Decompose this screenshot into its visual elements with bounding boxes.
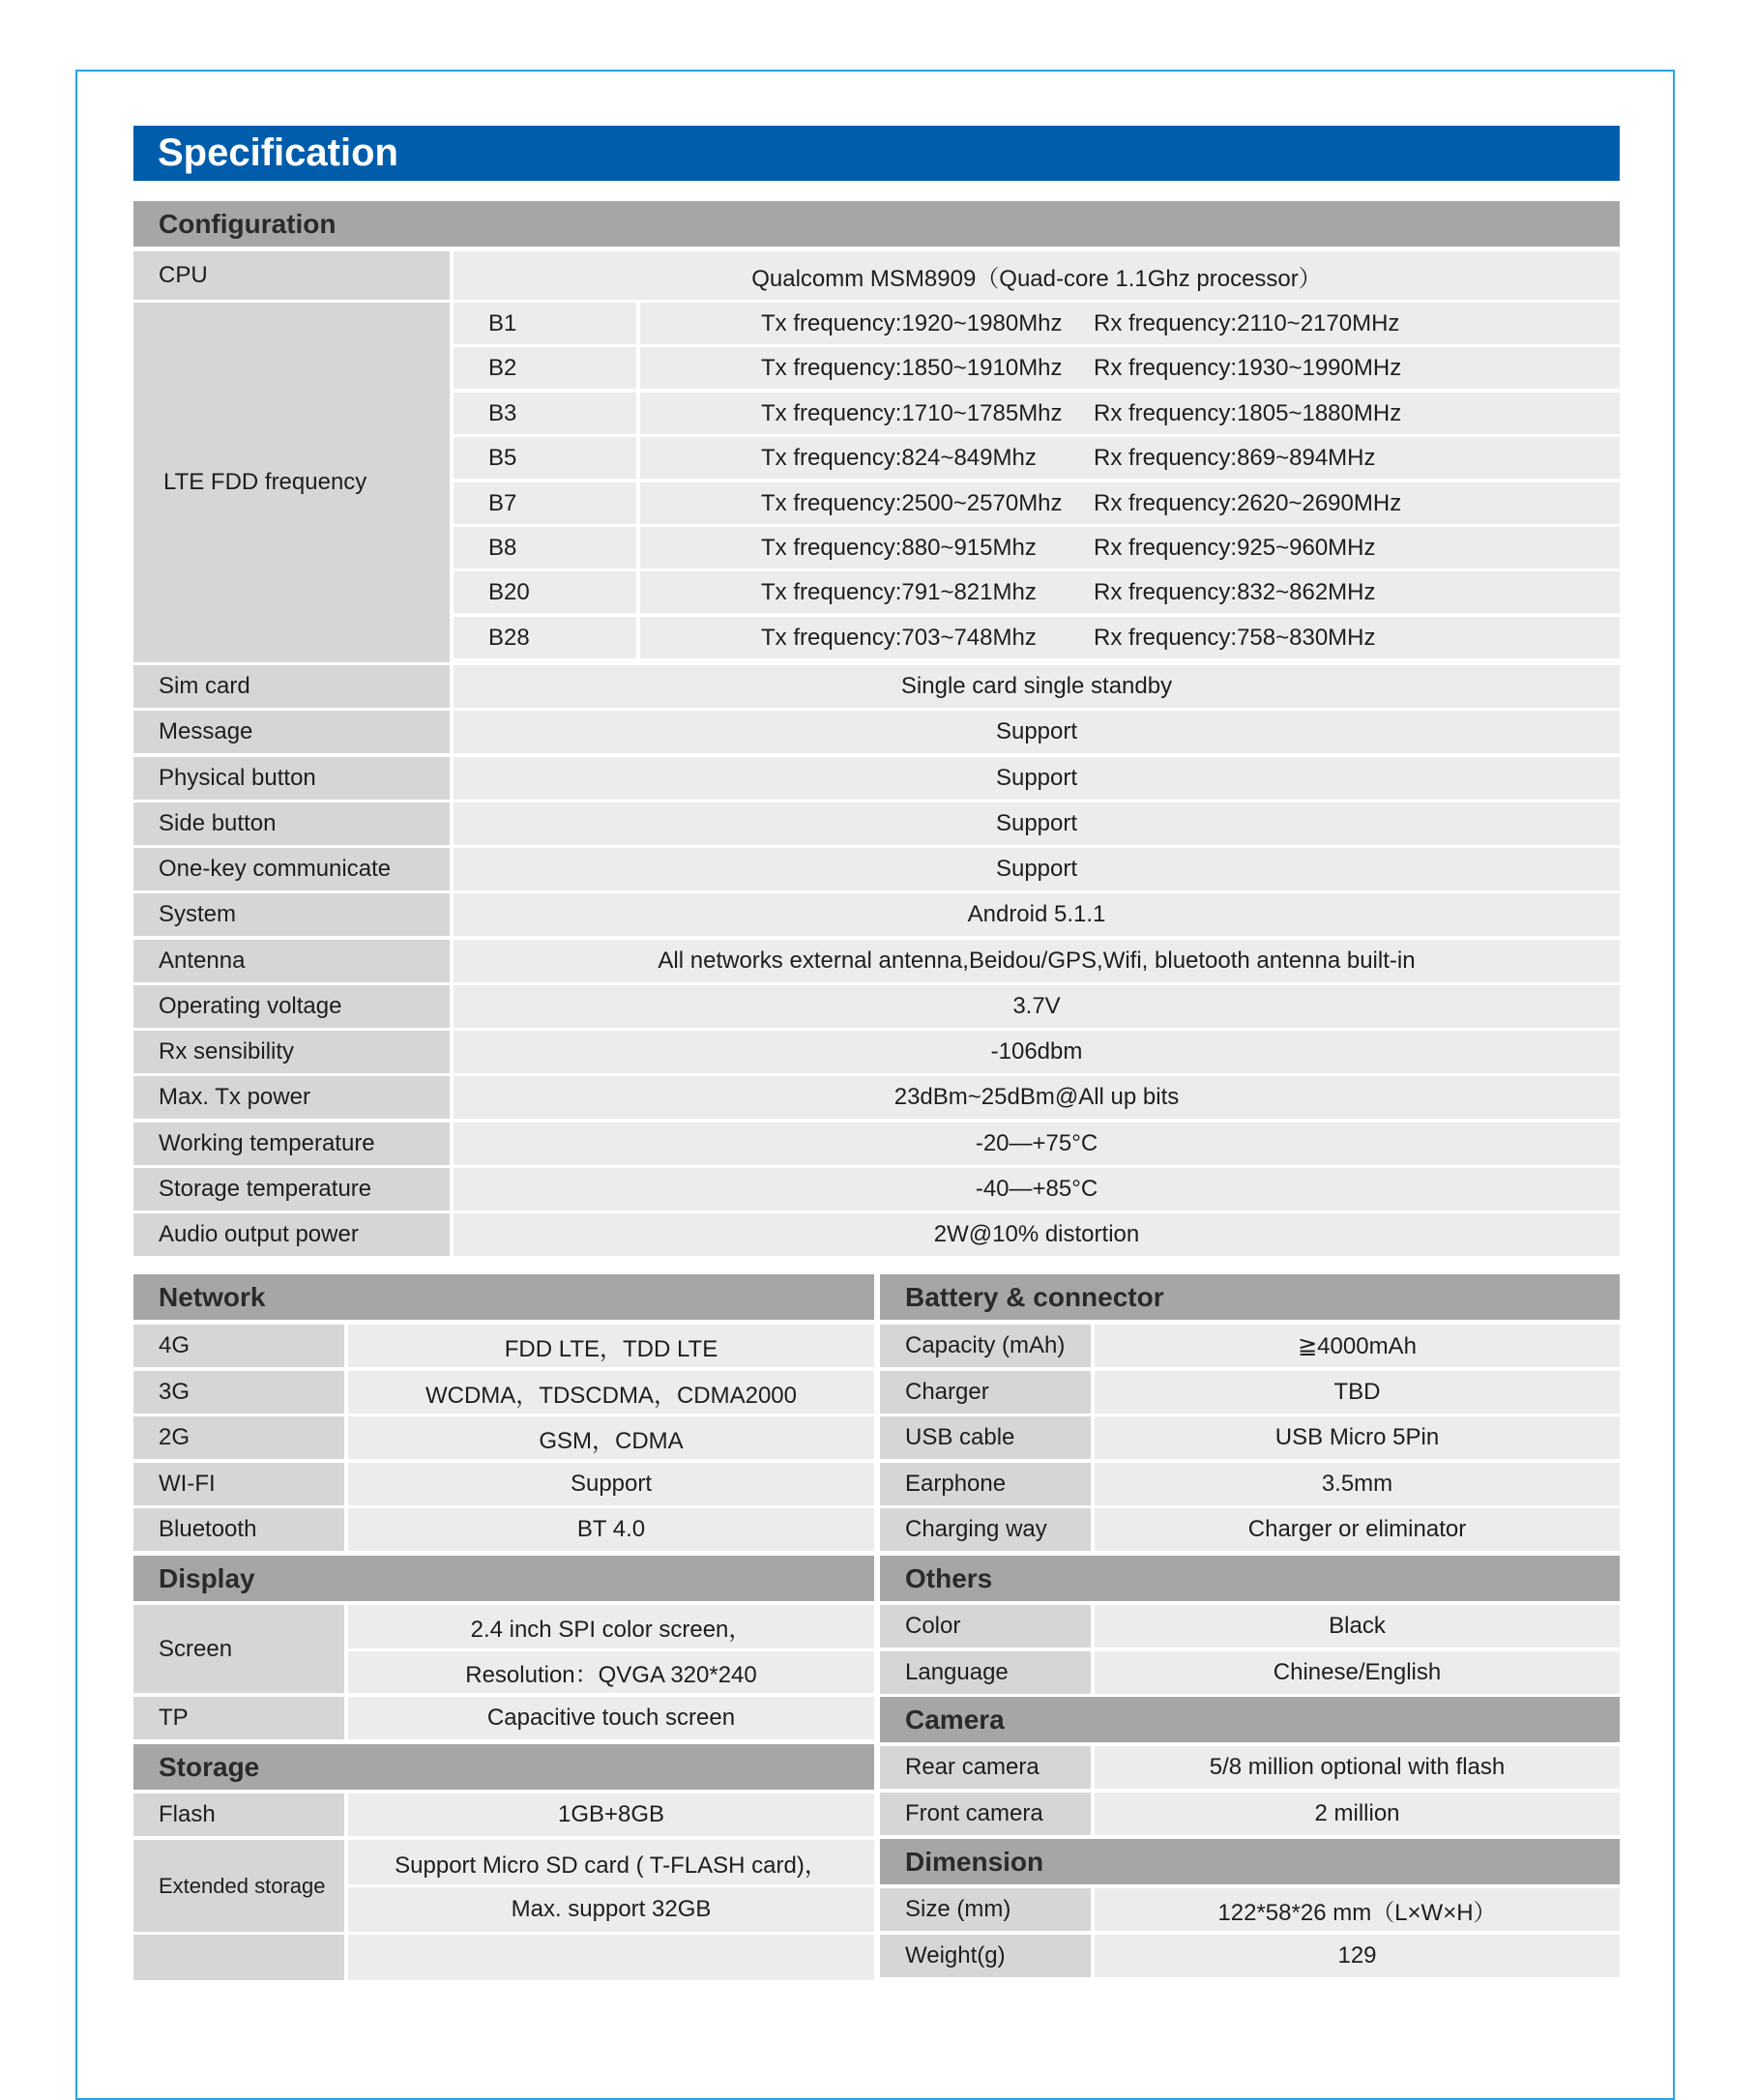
spec-label: Rear camera (880, 1746, 1091, 1789)
lte-band-frequency (640, 617, 1620, 658)
spec-value: Support (348, 1463, 874, 1505)
section-heading-configuration: Configuration (133, 201, 1620, 247)
spec-label: Sim card (133, 665, 450, 708)
lte-band-label: B2 (454, 347, 636, 389)
lte-band-label: B7 (454, 482, 636, 524)
spec-value-extended-line1: Support Micro SD card ( T-FLASH card)， (348, 1840, 874, 1884)
spec-label-empty (133, 1935, 344, 1980)
spec-label: Audio output power (133, 1213, 450, 1256)
spec-label: Working temperature (133, 1123, 450, 1165)
section-heading-camera: Camera (880, 1697, 1620, 1742)
spec-value: WCDMA，TDSCDMA，CDMA2000 (348, 1371, 874, 1414)
spec-label: Side button (133, 802, 450, 845)
lte-band-label: B28 (454, 617, 636, 658)
spec-value: 3.5mm (1095, 1463, 1620, 1505)
spec-value: Support (454, 802, 1620, 845)
spec-label-lte: LTE FDD frequency (133, 303, 450, 662)
spec-value: TBD (1095, 1371, 1620, 1414)
lte-band-label: B20 (454, 571, 636, 613)
spec-value-extended-line2: Max. support 32GB (348, 1887, 874, 1932)
spec-label: Front camera (880, 1793, 1091, 1835)
spec-label: 4G (133, 1325, 344, 1367)
spec-value: BT 4.0 (348, 1508, 874, 1551)
spec-value: 3.7V (454, 985, 1620, 1028)
spec-value: Support (454, 711, 1620, 753)
lte-band-frequency (640, 527, 1620, 569)
spec-label-screen: Screen (133, 1605, 344, 1693)
spec-label: Weight(g) (880, 1935, 1091, 1977)
spec-value: GSM，CDMA (348, 1416, 874, 1459)
lte-band-label: B3 (454, 393, 636, 434)
spec-value: Android 5.1.1 (454, 893, 1620, 936)
spec-value-empty (348, 1935, 874, 1980)
spec-value: USB Micro 5Pin (1095, 1416, 1620, 1459)
spec-label: Charging way (880, 1508, 1091, 1551)
spec-value: 2 million (1095, 1793, 1620, 1835)
spec-value: Support (454, 757, 1620, 800)
spec-label: Capacity (mAh) (880, 1325, 1091, 1367)
spec-label: System (133, 893, 450, 936)
spec-label: Rx sensibility (133, 1031, 450, 1073)
lte-rx-frequency: Rx frequency:758~830MHz (1094, 624, 1376, 651)
spec-value: 2W@10% distortion (454, 1213, 1620, 1256)
lte-band-label: B8 (454, 527, 636, 569)
spec-label: 3G (133, 1371, 344, 1414)
lte-band-frequency (640, 571, 1620, 613)
spec-value: 129 (1095, 1935, 1620, 1977)
spec-value: -106dbm (454, 1031, 1620, 1073)
spec-label: USB cable (880, 1416, 1091, 1459)
spec-label: Antenna (133, 940, 450, 982)
spec-label: One-key communicate (133, 848, 450, 890)
spec-label-cpu: CPU (133, 251, 450, 300)
spec-label: Color (880, 1605, 1091, 1648)
lte-tx-frequency: Tx frequency:1850~1910Mhz (761, 354, 1063, 381)
spec-value: -40—+85°C (454, 1168, 1620, 1210)
spec-label-flash: Flash (133, 1794, 344, 1836)
spec-label: Size (mm) (880, 1888, 1091, 1931)
section-heading-battery: Battery & connector (880, 1274, 1620, 1320)
spec-value-cpu: Qualcomm MSM8909（Quad-core 1.1Ghz processor） (454, 251, 1620, 300)
page-title: Specification (133, 126, 1620, 181)
section-heading-network: Network (133, 1274, 874, 1320)
spec-label: Physical button (133, 757, 450, 800)
spec-value-flash: 1GB+8GB (348, 1794, 874, 1836)
spec-label: Max. Tx power (133, 1076, 450, 1119)
lte-rx-frequency: Rx frequency:2110~2170MHz (1094, 309, 1400, 336)
lte-tx-frequency: Tx frequency:1710~1785Mhz (761, 399, 1063, 426)
spec-label: WI-FI (133, 1463, 344, 1505)
spec-label-extended-storage: Extended storage (133, 1840, 344, 1932)
spec-label: Bluetooth (133, 1508, 344, 1551)
spec-value-tp: Capacitive touch screen (348, 1697, 874, 1739)
section-heading-others: Others (880, 1556, 1620, 1601)
spec-value: Black (1095, 1605, 1620, 1648)
section-heading-storage: Storage (133, 1744, 874, 1790)
lte-tx-frequency: Tx frequency:880~915Mhz (761, 534, 1037, 561)
spec-value: All networks external antenna,Beidou/GPS,Wifi, bluetooth antenna built-in (454, 940, 1620, 982)
spec-value: 122*58*26 mm（L×W×H） (1095, 1888, 1620, 1931)
spec-value: FDD LTE，TDD LTE (348, 1325, 874, 1367)
spec-value-screen-line2: Resolution：QVGA 320*240 (348, 1651, 874, 1693)
lte-rx-frequency: Rx frequency:1805~1880MHz (1094, 399, 1402, 426)
spec-value: Charger or eliminator (1095, 1508, 1620, 1551)
spec-value: 23dBm~25dBm@All up bits (454, 1076, 1620, 1119)
lte-band-label: B1 (454, 303, 636, 344)
spec-label: Message (133, 711, 450, 753)
spec-label: Operating voltage (133, 985, 450, 1028)
section-heading-display: Display (133, 1556, 874, 1601)
spec-value: -20—+75°C (454, 1123, 1620, 1165)
lte-rx-frequency: Rx frequency:2620~2690MHz (1094, 489, 1402, 516)
spec-label: 2G (133, 1416, 344, 1459)
lte-tx-frequency: Tx frequency:1920~1980Mhz (761, 309, 1063, 336)
spec-label: Earphone (880, 1463, 1091, 1505)
spec-label: Storage temperature (133, 1168, 450, 1210)
section-heading-dimension: Dimension (880, 1839, 1620, 1884)
lte-band-frequency (640, 303, 1620, 344)
lte-tx-frequency: Tx frequency:824~849Mhz (761, 444, 1037, 471)
spec-value-screen-line1: 2.4 inch SPI color screen， (348, 1605, 874, 1648)
spec-value: ≧4000mAh (1095, 1325, 1620, 1367)
lte-rx-frequency: Rx frequency:925~960MHz (1094, 534, 1376, 561)
spec-value: Chinese/English (1095, 1651, 1620, 1694)
lte-tx-frequency: Tx frequency:703~748Mhz (761, 624, 1037, 651)
spec-value: 5/8 million optional with flash (1095, 1746, 1620, 1789)
spec-value: Single card single standby (454, 665, 1620, 708)
lte-band-frequency (640, 347, 1620, 389)
spec-label: Charger (880, 1371, 1091, 1414)
lte-rx-frequency: Rx frequency:832~862MHz (1094, 578, 1376, 605)
lte-tx-frequency: Tx frequency:2500~2570Mhz (761, 489, 1063, 516)
spec-label-tp: TP (133, 1697, 344, 1739)
lte-band-frequency (640, 437, 1620, 479)
spec-label: Language (880, 1651, 1091, 1694)
lte-tx-frequency: Tx frequency:791~821Mhz (761, 578, 1037, 605)
lte-band-frequency (640, 393, 1620, 434)
lte-rx-frequency: Rx frequency:869~894MHz (1094, 444, 1376, 471)
spec-value: Support (454, 848, 1620, 890)
lte-band-frequency (640, 482, 1620, 524)
lte-rx-frequency: Rx frequency:1930~1990MHz (1094, 354, 1402, 381)
lte-band-label: B5 (454, 437, 636, 479)
